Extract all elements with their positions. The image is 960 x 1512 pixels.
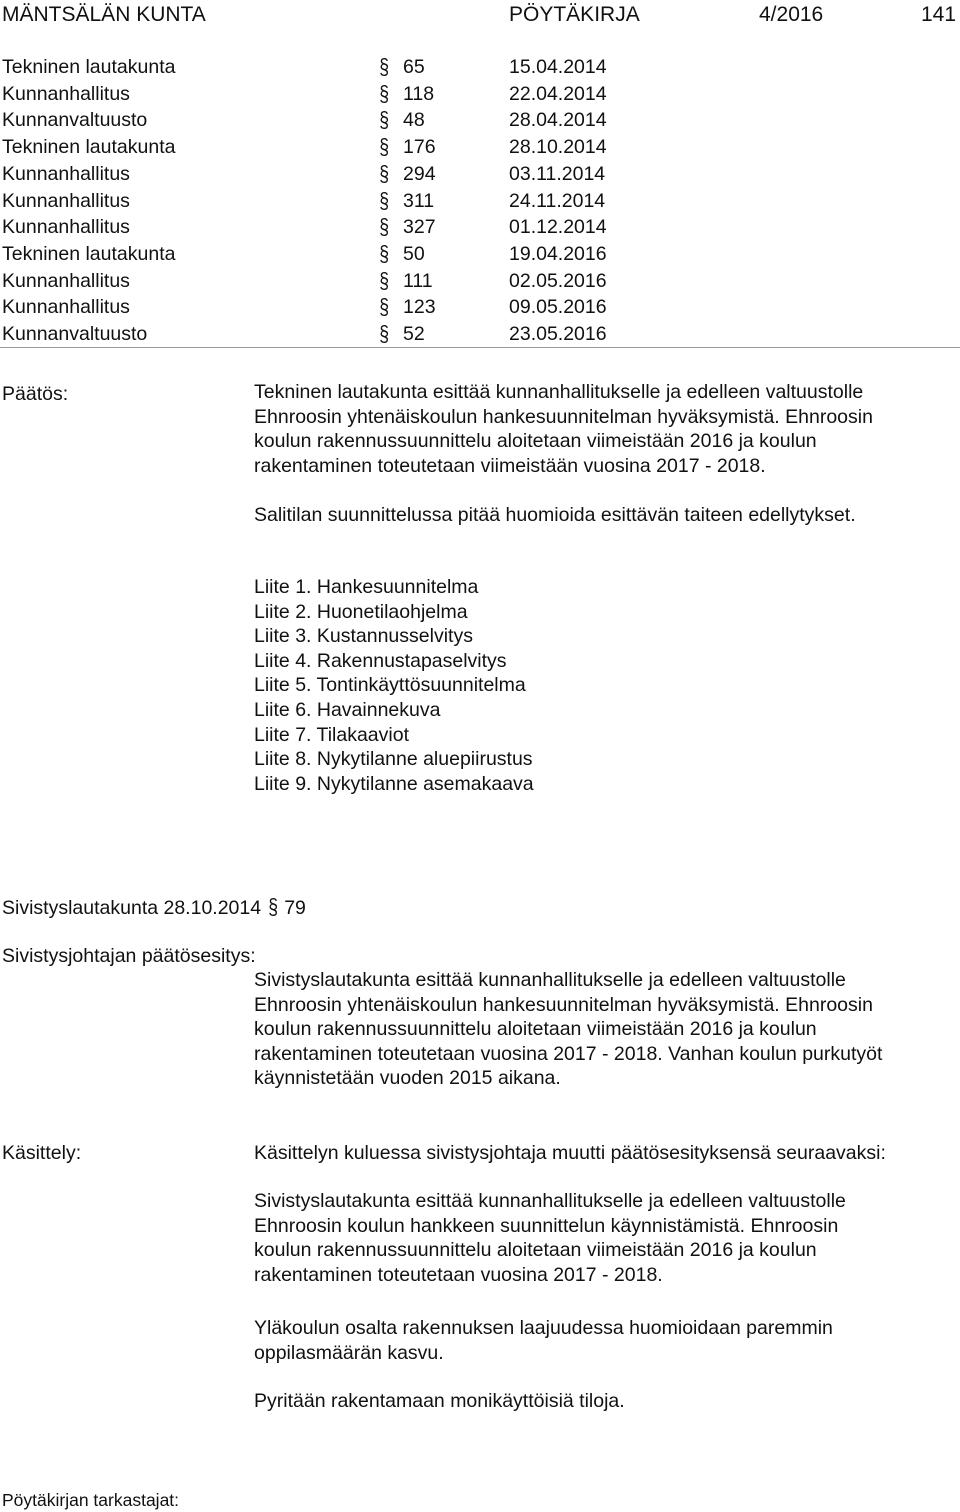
section-divider [0, 347, 960, 348]
history-row [0, 161, 960, 188]
decision-line: koulun rakennussuunnittelu aloitetaan viimeistään 2016 ja koulun [254, 430, 817, 453]
proposal-line: käynnistetään vuoden 2015 aikana. [254, 1067, 561, 1090]
section-symbol: § [379, 80, 390, 106]
history-date: 02.05.2016 [509, 269, 607, 292]
section-symbol: § [379, 321, 390, 346]
proposal-line: Sivistyslautakunta esittää kunnanhallitukselle ja edelleen valtuustolle [254, 969, 846, 991]
history-date: 09.05.2016 [509, 296, 607, 319]
proposal-label: Sivistysjohtajan päätösesitys: [2, 945, 256, 967]
attachment-item: Liite 4. Rakennustapaselvitys [254, 649, 507, 672]
section-symbol: § [379, 134, 390, 160]
attachment-item: Liite 9. Nykytilanne asemakaava [254, 772, 534, 795]
decision-line: rakentaminen toteutetaan viimeistään vuosina 2017 - 2018. [254, 454, 766, 477]
section-symbol: § [379, 214, 390, 240]
handling-line: Ehnroosin koulun hankkeen suunnittelun käynnistämistä. Ehnroosin [254, 1214, 839, 1237]
attachment-list [254, 575, 534, 796]
history-section-number: 294 [403, 162, 436, 185]
handling-paragraph-3: Pyritään rakentamaan monikäyttöisiä tiloja. [254, 1390, 625, 1412]
section-symbol: § [267, 894, 278, 919]
history-section-number: 311 [403, 189, 435, 212]
history-row [0, 54, 960, 81]
history-body: Kunnanhallitus [2, 296, 130, 319]
section-symbol: § [379, 294, 390, 320]
handling-paragraph-2 [254, 1316, 954, 1365]
history-section-number: 118 [403, 82, 435, 105]
history-row [0, 134, 960, 161]
handling-text [254, 1189, 954, 1287]
history-date: 01.12.2014 [509, 216, 607, 239]
handling-line: koulun rakennussuunnittelu aloitetaan viimeistään 2016 ja koulun [254, 1239, 817, 1262]
history-body: Kunnanvaltuusto [2, 109, 148, 132]
history-date: 28.04.2014 [509, 109, 607, 132]
history-row [0, 268, 960, 295]
handling-intro: Käsittelyn kuluessa sivistysjohtaja muutti päätösesityksensä seuraavaksi: [254, 1142, 886, 1164]
proposal-line: Ehnroosin yhtenäiskoulun hankesuunnitelman hyväksymistä. Ehnroosin [254, 993, 873, 1016]
section-symbol: § [379, 160, 390, 186]
history-row [0, 321, 960, 348]
history-body: Tekninen lautakunta [2, 242, 176, 265]
section-symbol: § [379, 107, 390, 133]
handling-label: Käsittely: [2, 1142, 82, 1164]
history-section-number: 50 [403, 242, 425, 265]
history-date: 19.04.2016 [509, 242, 607, 265]
proposal-line: rakentaminen toteutetaan vuosina 2017 - 2018. Vanhan koulun purkutyöt [254, 1042, 883, 1065]
history-body: Kunnanhallitus [2, 162, 130, 185]
history-section-number: 52 [403, 323, 425, 345]
decision-label: Päätös: [2, 383, 69, 405]
history-date: 24.11.2014 [509, 189, 606, 212]
section-symbol: § [379, 240, 390, 266]
attachment-item: Liite 7. Tilakaaviot [254, 723, 410, 746]
committee-reference [2, 895, 306, 921]
document-type: PÖYTÄKIRJA [509, 3, 640, 26]
history-date: 03.11.2014 [509, 162, 606, 185]
history-body: Tekninen lautakunta [2, 136, 176, 159]
section-symbol: § [379, 267, 390, 293]
history-body: Kunnanvaltuusto [2, 323, 148, 345]
decision-text [254, 380, 954, 478]
section-symbol: § [379, 187, 390, 213]
history-date: 22.04.2014 [509, 82, 607, 105]
decision-line: Ehnroosin yhtenäiskoulun hankesuunnitelman hyväksymistä. Ehnroosin [254, 405, 873, 428]
history-section-number: 48 [403, 109, 425, 132]
proposal-line: koulun rakennussuunnittelu aloitetaan viimeistään 2016 ja koulun [254, 1018, 817, 1041]
history-body: Kunnanhallitus [2, 82, 130, 105]
committee-reference-text: Sivistyslautakunta 28.10.2014 [2, 897, 262, 919]
handling-line: rakentaminen toteutetaan vuosina 2017 - 2018. [254, 1263, 663, 1286]
history-date: 23.05.2016 [509, 323, 607, 345]
page-number: 141 [921, 3, 957, 26]
history-section-number: 327 [403, 216, 436, 239]
history-section-number: 176 [403, 136, 436, 159]
history-row [0, 107, 960, 134]
attachment-item: Liite 8. Nykytilanne aluepiirustus [254, 748, 533, 771]
issue-number: 4/2016 [759, 3, 824, 26]
history-row [0, 214, 960, 241]
attachment-item: Liite 1. Hankesuunnitelma [254, 576, 479, 598]
history-section-number: 65 [403, 56, 425, 78]
history-date: 28.10.2014 [509, 136, 607, 159]
attachment-item: Liite 3. Kustannusselvitys [254, 625, 473, 648]
proposal-text [254, 968, 954, 1091]
minutes-reviewers-label: Pöytäkirjan tarkastajat: [2, 1490, 180, 1510]
history-row [0, 188, 960, 215]
history-row [0, 294, 960, 321]
handling-line: Sivistyslautakunta esittää kunnanhallitukselle ja edelleen valtuustolle [254, 1190, 846, 1212]
section-symbol: § [379, 54, 390, 79]
history-row [0, 81, 960, 108]
decision-note: Salitilan suunnittelussa pitää huomioida esittävän taiteen edellytykset. [254, 504, 856, 526]
history-body: Kunnanhallitus [2, 189, 130, 212]
history-section-number: 111 [403, 269, 433, 292]
attachment-item: Liite 6. Havainnekuva [254, 698, 441, 721]
history-section-number: 123 [403, 296, 436, 319]
committee-reference-number: 79 [284, 897, 306, 919]
history-date: 15.04.2014 [509, 56, 607, 78]
history-body: Kunnanhallitus [2, 269, 130, 292]
attachment-item: Liite 2. Huonetilaohjelma [254, 600, 468, 623]
decision-line: Tekninen lautakunta esittää kunnanhallitukselle ja edelleen valtuustolle [254, 381, 864, 403]
history-body: Tekninen lautakunta [2, 56, 176, 78]
history-row [0, 241, 960, 268]
history-body: Kunnanhallitus [2, 216, 130, 239]
handling-line: Yläkoulun osalta rakennuksen laajuudessa huomioidaan paremmin [254, 1317, 833, 1339]
organization-name: MÄNTSÄLÄN KUNTA [2, 3, 206, 26]
attachment-item: Liite 5. Tontinkäyttösuunnitelma [254, 674, 526, 697]
handling-line: oppilasmäärän kasvu. [254, 1341, 444, 1364]
